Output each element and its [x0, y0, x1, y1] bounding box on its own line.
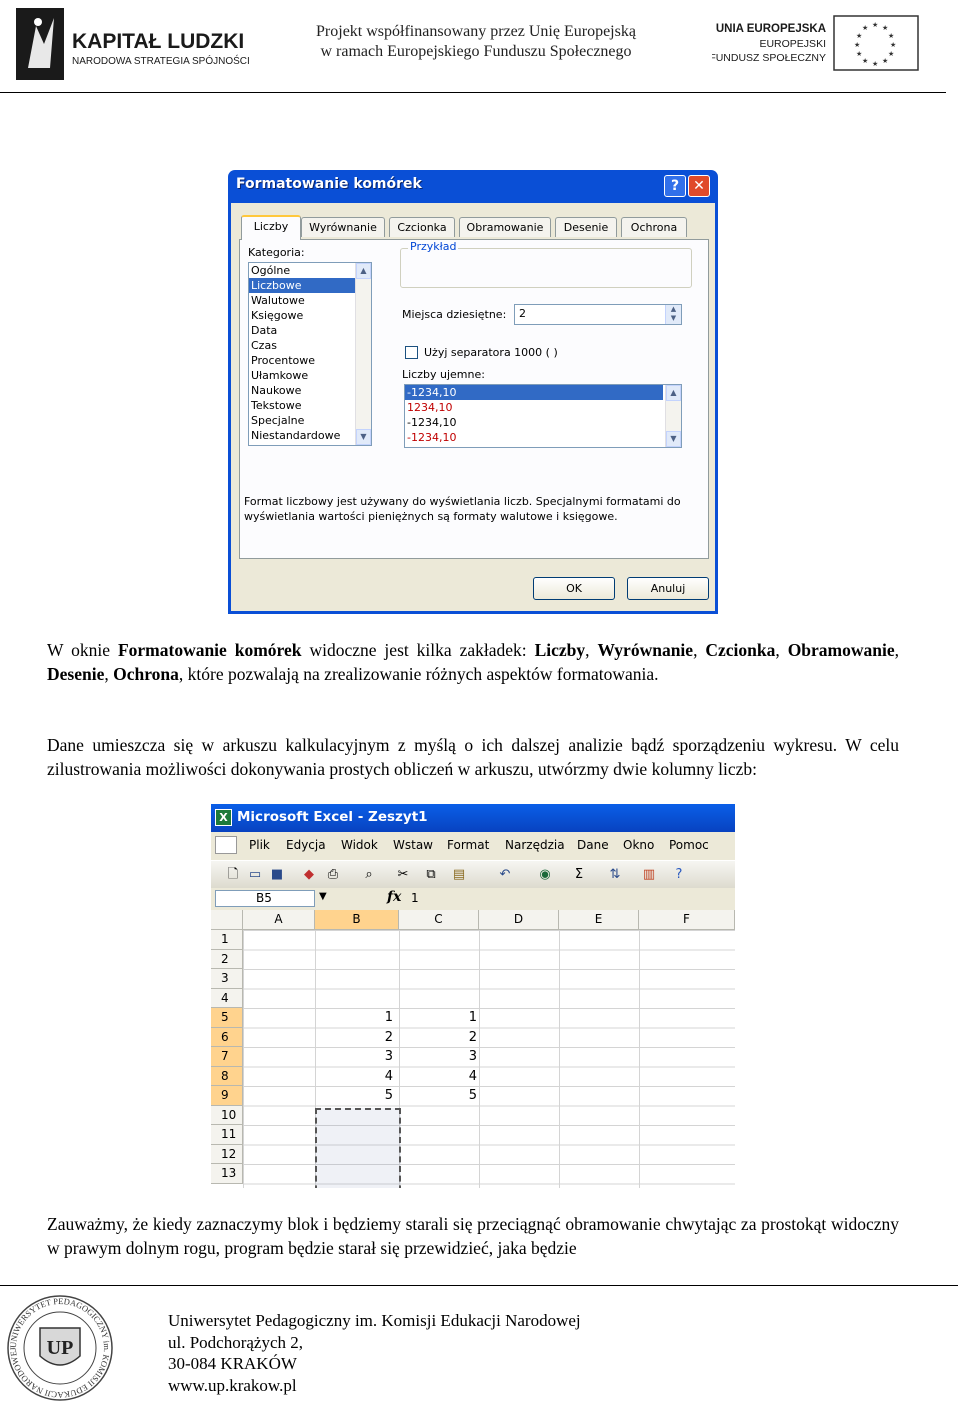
row-header[interactable]: 2	[211, 950, 243, 970]
category-item[interactable]: Specjalne	[251, 414, 305, 427]
svg-text:★: ★	[882, 57, 889, 65]
svg-text:★: ★	[854, 41, 861, 49]
project-cofinancing-note	[270, 22, 682, 62]
decimal-places-input[interactable]	[514, 304, 682, 325]
category-items	[249, 263, 371, 443]
print-preview-icon[interactable]: ⌕	[365, 867, 373, 882]
print-icon[interactable]: ⎙	[327, 867, 339, 882]
text: widoczne jest kilka zakładek:	[301, 640, 535, 660]
paragraph-tabs-description	[47, 639, 899, 686]
category-item[interactable]: Tekstowe	[251, 399, 302, 412]
category-scrollbar[interactable]	[355, 263, 371, 445]
save-icon[interactable]: ■	[270, 867, 284, 882]
menu-edycja[interactable]: Edycja	[286, 838, 326, 852]
seal-mark: UP	[46, 1337, 74, 1359]
text: ,	[693, 640, 706, 660]
category-item-selected[interactable]: Liczbowe	[249, 278, 371, 293]
cell-value[interactable]: 3	[468, 1049, 477, 1064]
format-description: Format liczbowy jest używany do wyświetlania liczb. Specjalnymi formatami do wyświetlania wartości pieniężnych są formaty walutowe i księgowe.	[244, 495, 681, 523]
chart-wizard-icon[interactable]: ▥	[642, 867, 656, 882]
text: ,	[894, 640, 900, 660]
bold-tab-name: Desenie	[47, 663, 105, 684]
grid-line	[639, 930, 640, 1188]
dialog-title: Formatowanie komórek	[236, 176, 422, 192]
text: ,	[775, 640, 788, 660]
negative-numbers-list[interactable]	[404, 384, 682, 448]
logo-kapital-subtitle: NARODOWA STRATEGIA SPÓJNOŚCI	[72, 56, 250, 67]
svg-text:★: ★	[856, 32, 863, 40]
bold-dialog-name: Formatowanie komórek	[117, 640, 302, 660]
paste-icon[interactable]: ▤	[452, 867, 466, 882]
seal-ring-text: UNIWERSYTET PEDAGOGICZNY im. KOMISJI EDUKACJI NARODOWEJ	[7, 1295, 113, 1401]
row-header[interactable]: 6	[211, 1028, 243, 1048]
cell-value[interactable]: 4	[468, 1068, 477, 1084]
svg-text:★: ★	[862, 24, 869, 32]
excel-title: Microsoft Excel - Zeszyt1	[237, 809, 428, 825]
document-icon[interactable]	[215, 836, 237, 854]
cell-value[interactable]: 2	[384, 1029, 393, 1045]
sample-group	[400, 248, 692, 288]
menu-format[interactable]: Format	[447, 838, 490, 852]
negative-option-selected[interactable]: -1234,10	[405, 385, 663, 400]
project-line-2: w ramach Europejskiego Funduszu Społecznego	[320, 43, 632, 60]
name-box-value: B5	[256, 891, 272, 905]
open-folder-icon[interactable]: ▭	[248, 867, 262, 882]
footer-website[interactable]: www.up.krakow.pl	[168, 1375, 297, 1395]
menu-pomoc[interactable]: Pomoc	[669, 838, 709, 852]
column-header-a[interactable]: A	[243, 910, 315, 930]
close-button[interactable]: ✕	[688, 175, 710, 197]
autosum-icon[interactable]: Σ	[574, 867, 584, 882]
separator-checkbox[interactable]	[405, 346, 418, 359]
row-header[interactable]: 11	[211, 1125, 243, 1145]
row-header[interactable]: 3	[211, 969, 243, 989]
category-list[interactable]	[248, 262, 372, 446]
help-icon[interactable]: ?	[675, 867, 683, 882]
up-university-seal	[4, 1292, 116, 1402]
category-item[interactable]: Data	[251, 324, 278, 337]
excel-titlebar	[211, 804, 735, 832]
row-header[interactable]: 12	[211, 1145, 243, 1165]
cell-value[interactable]: 2	[468, 1029, 477, 1045]
category-label: Kategoria:	[248, 246, 305, 259]
negative-option-red[interactable]: -1234,10	[407, 431, 457, 444]
category-item[interactable]: Ułamkowe	[251, 369, 309, 382]
column-header-f[interactable]: F	[639, 910, 735, 930]
excel-toolbar	[211, 860, 735, 889]
paragraph-data-analysis: Dane umieszcza się w arkuszu kalkulacyjnym z myślą o ich dalszej analizie bądź sporządzeniu wykresu. W celu zilustrowania możliwości dokonywania prostych obliczeń w arkuszu, utwórzmy dwie kolumny liczb:	[47, 735, 899, 779]
scroll-down-icon[interactable]: ▼	[666, 431, 681, 447]
excel-app-icon: X	[215, 809, 232, 826]
excel-window	[211, 804, 735, 1188]
hyperlink-icon[interactable]: ◉	[539, 867, 551, 882]
text: W oknie	[47, 640, 118, 660]
footer-address	[168, 1310, 581, 1396]
column-header-b[interactable]: B	[315, 910, 399, 930]
svg-text:★: ★	[888, 32, 895, 40]
negative-scrollbar[interactable]	[665, 385, 681, 447]
grid-line	[559, 930, 560, 1188]
scroll-up-icon[interactable]: ▲	[666, 385, 681, 401]
footer-divider	[0, 1285, 958, 1286]
category-item[interactable]: Procentowe	[251, 354, 316, 367]
format-cells-dialog	[228, 170, 718, 614]
menu-widok[interactable]: Widok	[341, 838, 378, 852]
name-box[interactable]	[215, 890, 315, 907]
permission-icon[interactable]: ◆	[304, 867, 314, 882]
bold-tab-name: Wyrównanie	[597, 640, 694, 660]
text: ,	[585, 640, 598, 660]
tab-ochrona[interactable]: Ochrona	[621, 217, 687, 237]
bold-tab-name: Ochrona	[113, 663, 179, 684]
formula-input[interactable]: 1	[411, 891, 419, 905]
footer-street: ul. Podchorążych 2,	[168, 1332, 304, 1352]
project-line-1: Projekt współfinansowany przez Unię Europejską	[316, 23, 636, 40]
row-header[interactable]: 1	[211, 930, 243, 950]
eu-line-3: FUNDUSZ SPOŁECZNY	[712, 52, 826, 64]
svg-text:★: ★	[872, 21, 879, 29]
footer-city: 30-084 KRAKÓW	[168, 1354, 297, 1373]
menu-dane[interactable]: Dane	[577, 838, 609, 852]
text: , które pozwalają na zrealizowanie różnych aspektów formatowania.	[178, 663, 659, 684]
category-item[interactable]: Naukowe	[251, 384, 302, 397]
footer-university: Uniwersytet Pedagogiczny im. Komisji Edukacji Narodowej	[168, 1311, 581, 1330]
negative-numbers-label: Liczby ujemne:	[402, 368, 485, 381]
dropdown-arrow-icon[interactable]: ▼	[319, 891, 327, 902]
cut-icon[interactable]: ✂	[397, 867, 409, 882]
undo-icon[interactable]: ↶	[499, 867, 511, 882]
tab-desenie[interactable]: Desenie	[555, 217, 617, 237]
row-header[interactable]: 9	[211, 1086, 243, 1106]
row-header[interactable]: 8	[211, 1067, 243, 1087]
scroll-up-icon[interactable]: ▲	[356, 263, 371, 279]
cell-value[interactable]: 3	[384, 1049, 393, 1064]
tab-wyrownanie[interactable]: Wyrównanie	[301, 217, 385, 237]
svg-text:★: ★	[872, 60, 879, 68]
category-item[interactable]: Ogólne	[251, 264, 291, 277]
row-header[interactable]: 5	[211, 1008, 243, 1028]
cell-value[interactable]: 4	[384, 1068, 393, 1084]
cell-value[interactable]: 5	[468, 1088, 477, 1103]
selection-range[interactable]	[315, 1108, 401, 1188]
help-button[interactable]: ?	[664, 175, 686, 197]
cell-value[interactable]: 1	[384, 1010, 393, 1025]
select-all-corner[interactable]	[211, 910, 243, 930]
category-item[interactable]: Walutowe	[251, 294, 305, 307]
separator-label: Użyj separatora 1000 ( )	[424, 346, 558, 359]
eu-social-fund-logo	[712, 14, 922, 74]
logo-kapital-title: KAPITAŁ LUDZKI	[72, 30, 245, 53]
tab-czcionka[interactable]: Czcionka	[389, 217, 455, 237]
dialog-tabs	[241, 215, 711, 239]
svg-text:★: ★	[882, 24, 889, 32]
row-header[interactable]: 13	[211, 1164, 243, 1184]
cancel-button[interactable]: Anuluj	[627, 577, 709, 600]
scroll-down-icon[interactable]: ▼	[356, 429, 371, 445]
column-header-e[interactable]: E	[559, 910, 639, 930]
header-divider	[0, 92, 946, 93]
tab-liczby[interactable]: Liczby	[241, 215, 301, 240]
bold-tab-name: Czcionka	[705, 640, 776, 660]
menu-wstaw[interactable]: Wstaw	[393, 838, 433, 852]
sample-label: Przykład	[410, 240, 457, 253]
decimal-value: 2	[519, 307, 526, 320]
category-item[interactable]: Czas	[251, 339, 277, 352]
ok-button[interactable]: OK	[533, 577, 615, 600]
formula-bar	[211, 888, 735, 911]
eu-line-2: EUROPEJSKI	[759, 38, 826, 50]
tab-obramowanie[interactable]: Obramowanie	[459, 217, 551, 237]
category-item[interactable]: Niestandardowe	[251, 429, 341, 442]
eu-line-1: UNIA EUROPEJSKA	[715, 23, 826, 35]
menu-narzedzia[interactable]: Narzędzia	[505, 838, 565, 852]
cell-value[interactable]: 5	[384, 1088, 393, 1103]
column-header-c[interactable]: C	[399, 910, 479, 930]
worksheet-grid	[211, 910, 735, 1188]
menu-okno[interactable]: Okno	[623, 838, 655, 852]
cell-value[interactable]: 1	[468, 1010, 477, 1025]
excel-menubar	[211, 832, 735, 860]
svg-text:★: ★	[862, 57, 869, 65]
decimal-label: Miejsca dziesiętne:	[402, 308, 507, 321]
text: ,	[104, 663, 114, 684]
paragraph-autofill: Zauważmy, że kiedy zaznaczymy blok i będziemy starali się przeciągnąć obramowanie chwytając za prostokąt widoczny w prawym dolnym rogu, program będzie starał się przewidzieć, jaka będzie	[47, 1214, 899, 1258]
svg-text:★: ★	[888, 50, 895, 58]
function-icon[interactable]: fx	[387, 889, 402, 905]
row-header[interactable]: 10	[211, 1106, 243, 1126]
spinner-arrows-icon[interactable]: ▲ ▼	[665, 305, 681, 324]
kapital-ludzki-logo	[14, 6, 259, 82]
column-header-d[interactable]: D	[479, 910, 559, 930]
negative-option-red[interactable]: 1234,10	[407, 401, 453, 414]
sort-ascending-icon[interactable]: ⇅	[609, 867, 621, 882]
bold-tab-name: Obramowanie	[787, 640, 895, 660]
bold-tab-name: Liczby	[534, 640, 586, 660]
copy-icon[interactable]: ⧉	[426, 867, 436, 882]
menu-plik[interactable]: Plik	[249, 838, 270, 852]
row-header[interactable]: 7	[211, 1047, 243, 1067]
svg-text:★: ★	[856, 50, 863, 58]
dialog-body	[231, 203, 715, 611]
new-file-icon[interactable]: 🗋	[227, 867, 239, 882]
svg-text:★: ★	[890, 41, 897, 49]
row-header[interactable]: 4	[211, 989, 243, 1009]
tab-panel-liczby	[239, 239, 709, 559]
negative-option[interactable]: -1234,10	[407, 416, 457, 429]
category-item[interactable]: Księgowe	[251, 309, 304, 322]
